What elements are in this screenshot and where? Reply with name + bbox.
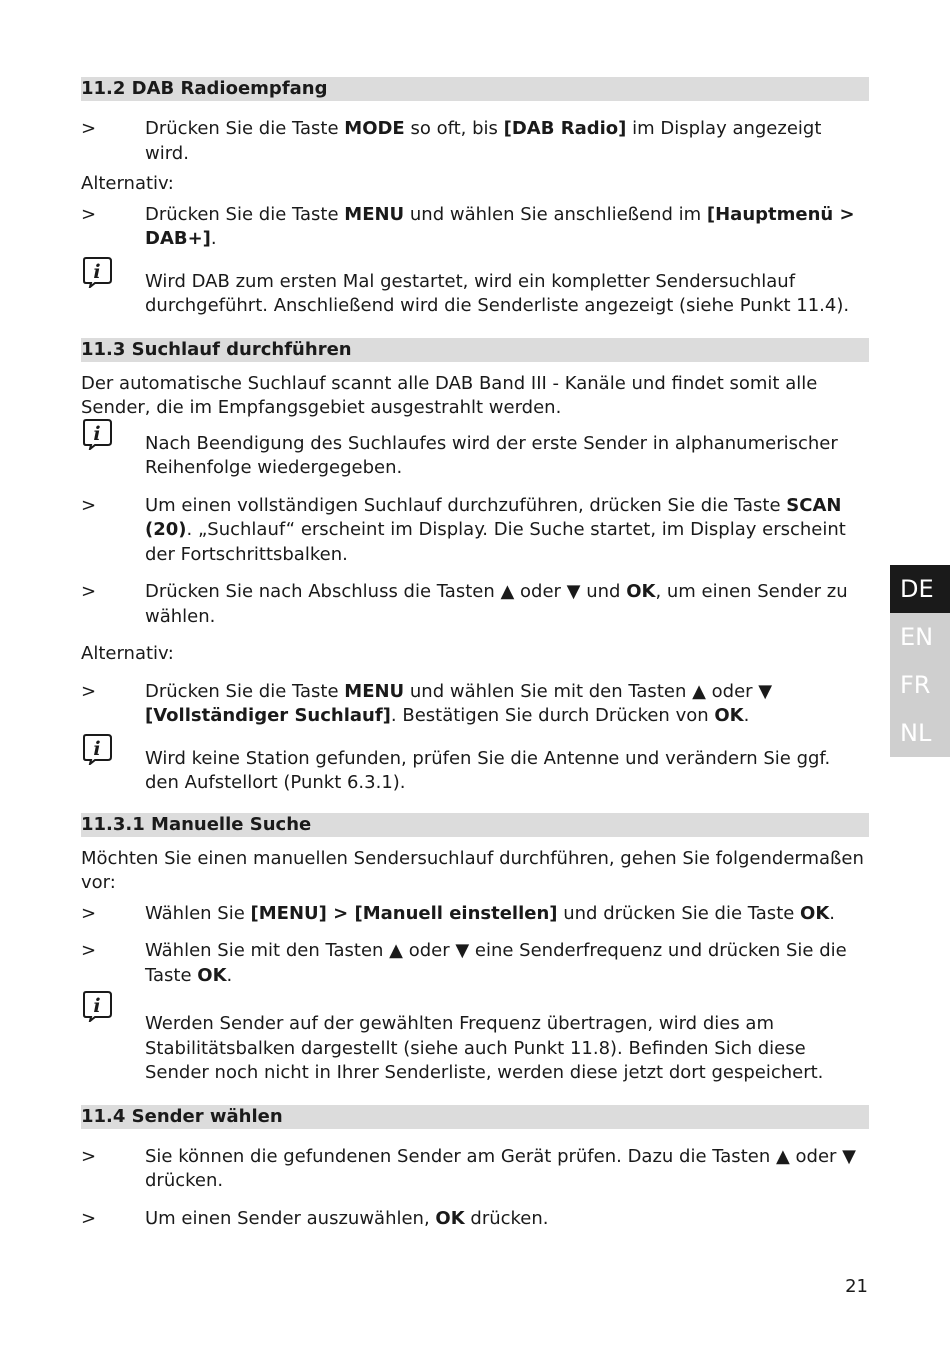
bullet-marker: > bbox=[81, 680, 97, 702]
info-icon bbox=[81, 422, 145, 481]
section-heading-11-4: 11.4 Sender wählen bbox=[81, 1105, 869, 1129]
section-heading-11-2: 11.2 DAB Radioempfang bbox=[81, 77, 869, 101]
instruction-text: Sie können die gefundenen Sender am Gerät prüfen. Dazu die Tasten ▲ oder ▼ drücken. bbox=[145, 1145, 856, 1191]
info-note bbox=[81, 995, 869, 1086]
bullet-marker: > bbox=[81, 940, 97, 961]
note-text: Wird DAB zum ersten Mal gestartet, wird ein kompletter Sendersuchlauf durchgeführt. Anschließend wird die Senderliste angezeigt (siehe Punkt 11.4). bbox=[145, 270, 850, 316]
list-item bbox=[81, 1207, 869, 1232]
section-heading-11-3-1: 11.3.1 Manuelle Suche bbox=[81, 813, 869, 837]
section-intro: Möchten Sie einen manuellen Sendersuchlauf durchführen, gehen Sie folgendermaßen vor: bbox=[81, 847, 864, 893]
instruction-text: Wählen Sie mit den Tasten ▲ oder ▼ eine Senderfrequenz und drücken Sie die Taste OK. bbox=[145, 940, 847, 986]
info-icon bbox=[81, 260, 145, 319]
list-item bbox=[81, 494, 869, 568]
info-icon bbox=[81, 737, 145, 796]
page-content bbox=[81, 77, 869, 1231]
section-intro: Der automatische Suchlauf scannt alle DAB Band III - Kanäle und findet somit alle Sender, die im Empfangsgebiet ausgestrahlt werden. bbox=[81, 372, 818, 418]
instruction-text: Um einen Sender auszuwählen, OK drücken. bbox=[145, 1207, 549, 1229]
list-item bbox=[81, 939, 869, 988]
instruction-text: Drücken Sie die Taste MODE so oft, bis [DAB Radio] im Display angezeigt wird. bbox=[145, 118, 822, 164]
note-text: Wird keine Station gefunden, prüfen Sie die Antenne und verändern Sie ggf. den Aufstellort (Punkt 6.3.1). bbox=[145, 747, 831, 793]
language-tab-nl[interactable]: NL bbox=[890, 709, 950, 757]
instruction-text: Um einen vollständigen Suchlauf durchzuführen, drücken Sie die Taste SCAN (20). „Suchlauf“ erscheint im Display. Die Suche startet, im Display erscheint der Fortschrittsbalken. bbox=[145, 494, 846, 565]
instruction-text: Drücken Sie die Taste MENU und wählen Sie anschließend im [Hauptmenü > DAB+]. bbox=[145, 203, 855, 249]
language-tab-fr[interactable]: FR bbox=[890, 661, 950, 709]
info-icon bbox=[81, 995, 145, 1086]
list-item bbox=[81, 203, 869, 252]
bullet-marker: > bbox=[81, 902, 97, 924]
note-text: Nach Beendigung des Suchlaufes wird der erste Sender in alphanumerischer Reihenfolge wiedergegeben. bbox=[145, 432, 838, 478]
info-note bbox=[81, 422, 869, 481]
bullet-marker: > bbox=[81, 581, 97, 602]
bullet-marker: > bbox=[81, 1145, 97, 1167]
svg-text:i: i bbox=[93, 260, 101, 283]
svg-text:i: i bbox=[93, 422, 101, 445]
language-tabs bbox=[890, 565, 950, 757]
instruction-text: Wählen Sie [MENU] > [Manuell einstellen] und drücken Sie die Taste OK. bbox=[145, 902, 836, 924]
svg-text:i: i bbox=[93, 737, 101, 760]
page-number: 21 bbox=[845, 1276, 868, 1297]
svg-text:i: i bbox=[93, 995, 101, 1017]
section-heading-11-3: 11.3 Suchlauf durchführen bbox=[81, 338, 869, 362]
alternative-label: Alternativ: bbox=[81, 173, 174, 194]
alternative-label: Alternativ: bbox=[81, 643, 174, 664]
info-note bbox=[81, 260, 869, 319]
list-item bbox=[81, 680, 869, 729]
instruction-text: Drücken Sie die Taste MENU und wählen Sie mit den Tasten ▲ oder ▼ [Vollständiger Suchlauf]. Bestätigen Sie durch Drücken von OK. bbox=[145, 680, 773, 726]
list-item bbox=[81, 902, 869, 927]
bullet-marker: > bbox=[81, 1207, 97, 1229]
list-item bbox=[81, 1145, 869, 1194]
language-tab-de[interactable]: DE bbox=[890, 565, 950, 613]
info-note bbox=[81, 737, 869, 796]
bullet-marker: > bbox=[81, 118, 97, 139]
instruction-text: Drücken Sie nach Abschluss die Tasten ▲ oder ▼ und OK, um einen Sender zu wählen. bbox=[145, 581, 848, 627]
bullet-marker: > bbox=[81, 494, 97, 516]
list-item bbox=[81, 580, 869, 629]
list-item bbox=[81, 117, 869, 166]
note-text: Werden Sender auf der gewählten Frequenz übertragen, wird dies am Stabilitätsbalken dargestellt (siehe auch Punkt 11.8). Befinden Sich diese Sender noch nicht in Ihrer Senderliste, werden diese jetzt dort gespeichert. bbox=[145, 1013, 824, 1083]
language-tab-en[interactable]: EN bbox=[890, 613, 950, 661]
bullet-marker: > bbox=[81, 203, 97, 225]
